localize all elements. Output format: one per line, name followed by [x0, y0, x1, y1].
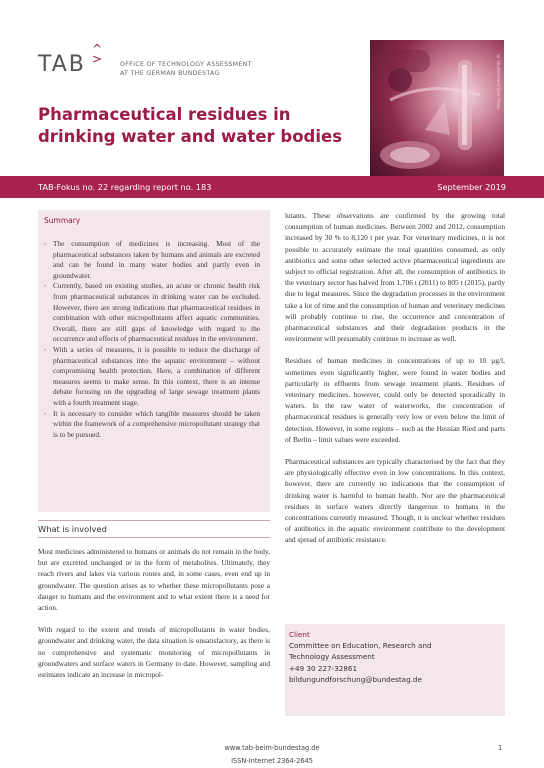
summary-item: › With a series of measures, it is possible to reduce the discharge of pharmaceutical substances into the aquatic environment – without compromising health protection. Here, a combination of different measures seems to make sense. In this context, there is an intense debate focusing on the upgrading of large sewage treatment plants with a fourth treatment stage.: [44, 344, 260, 407]
report-date: September 2019: [437, 182, 506, 192]
document-title: Pharmaceutical residues in drinking water and water bodies: [38, 105, 343, 146]
summary-box: [38, 210, 270, 512]
organization-name: [120, 60, 252, 78]
report-number: TAB-Fokus no. 22 regarding report no. 183: [38, 182, 212, 192]
left-column: [38, 546, 270, 691]
summary-item: › Currently, based on existing studies, an acute or chronic health risk from pharmaceutical substances in drinking water can be excluded. However, there are strong indications that pharmaceutical residues in combination with other micropollutants affect aquatic communities. Overall, there are still gaps of knowledge with regard to the occurrence and effects of pharmaceutical residues in the environment.: [44, 281, 260, 344]
summary-title: Summary: [44, 216, 81, 225]
section-divider: [38, 537, 270, 538]
logo-text: TAB: [38, 51, 86, 77]
paragraph: With regard to the extent and trends of micropollutants in water bodies, groundwater and drinking water, the data situation is unsatisfactory, as there is no comprehensive and systematic monitoring of micropollutants in groundwaters and surface waters in Germany to date. However, sampling and estimates indicate an increase in micropol-: [38, 625, 270, 680]
paragraph: Residues of human medicines in concentrations of up to 10 µg/l, sometimes even significantly higher, were found in water bodies and particularly in effluents from sewage treatment plants. Residues of veterinary medicines, however, could only be detected sporadically in waters. In the raw water of waterworks, the concentration of pharmaceutical residues is generally very low or even below the limit of detection. However, in some regions – such as the Hessian Ried and parts of Berlin – limit values were exceeded.: [285, 356, 505, 444]
header-photo: [370, 40, 504, 176]
summary-list: [44, 239, 260, 440]
footer-url[interactable]: www.tab-beim-bundestag.de: [224, 744, 320, 752]
paragraph: Pharmaceutical substances are typically characterised by the fact that they are physiologically effective even in low concentrations. In this context, however, there are currently no indications that the consumption of drinking water is harmful to human health. Nor are the pharmaceutical residues in surface waters directly dangerous to humans in the concentrations currently measured. Though, it is unclear whether residues of antibiotics in the aquatic environment contribute to the development and spread of antibiotic resistance.: [285, 457, 505, 545]
bullet-icon: ›: [44, 346, 46, 353]
tab-logo: [38, 42, 103, 82]
page-number: 1: [498, 744, 503, 752]
logo-mark: ^ >: [92, 42, 103, 66]
client-title: Client: [289, 630, 310, 639]
client-committee-line-1: Committee on Education, Research and: [289, 641, 432, 651]
summary-item: › The consumption of medicines is increasing. Most of the pharmaceutical substances taken by humans and animals are excreted and can be found in many water bodies and partly even in groundwater.: [44, 239, 260, 280]
client-box: [285, 624, 505, 716]
report-band: [0, 176, 544, 198]
section-title: What is involved: [38, 524, 107, 534]
section-heading: [38, 520, 270, 534]
right-column: [285, 210, 505, 557]
photo-credit: © Shutterstock/Tyler Olson: [496, 54, 501, 110]
summary-item: › It is necessary to consider which tangible measures should be taken within the framework of a comprehensive micropollutant strategy that is to be pursued.: [44, 408, 260, 439]
org-line-2: AT THE GERMAN BUNDESTAG: [120, 70, 220, 77]
client-committee-line-2: Technology Assessment: [289, 652, 375, 662]
org-line-1: OFFICE OF TECHNOLOGY ASSESSMENT: [120, 61, 252, 68]
client-phone: +49 30 227-32861: [289, 663, 358, 673]
bullet-icon: ›: [44, 283, 46, 290]
paragraph: Most medicines administered to humans or animals do not remain in the body, but are excreted unchanged or in the form of metabolites. Ultimately, they reach rivers and lakes via various routes and, in some cases, even end up in groundwater. The question arises as to whether these micropollutants pose a danger to humans and the environment and to what extent there is a need for action.: [38, 547, 270, 613]
paragraph: lutants. These observations are confirmed by the growing total consumption of human medicines. Between 2002 and 2012, consumption increased by 30 % to 8,120 t per year. For veterinary medicines, it is not possible to accurately estimate the total quantities consumed, as only antibiotics and some other selected active pharmaceutical ingredients are subject to official registration. After all, the consumption of antibiotics in the veterinary sector has halved from 1,706 t (2011) to 805 t (2015), partly due to legal measures. Since the degradation processes in the environment take a lot of time and the consumption of human and veterinary medicines will probably continue to rise, the occurrence and concentration of pharmaceutical substances and their degradation products in the environment will presumably continue to increase as well.: [285, 211, 505, 344]
bullet-icon: ›: [44, 241, 46, 247]
bullet-icon: ›: [44, 410, 46, 417]
client-email[interactable]: bildungundforschung@bundestag.de: [289, 674, 422, 684]
header: [0, 0, 544, 170]
footer-issn: ISSN-Internet 2364-2645: [231, 757, 313, 765]
lab-glassware-image: [370, 40, 504, 176]
